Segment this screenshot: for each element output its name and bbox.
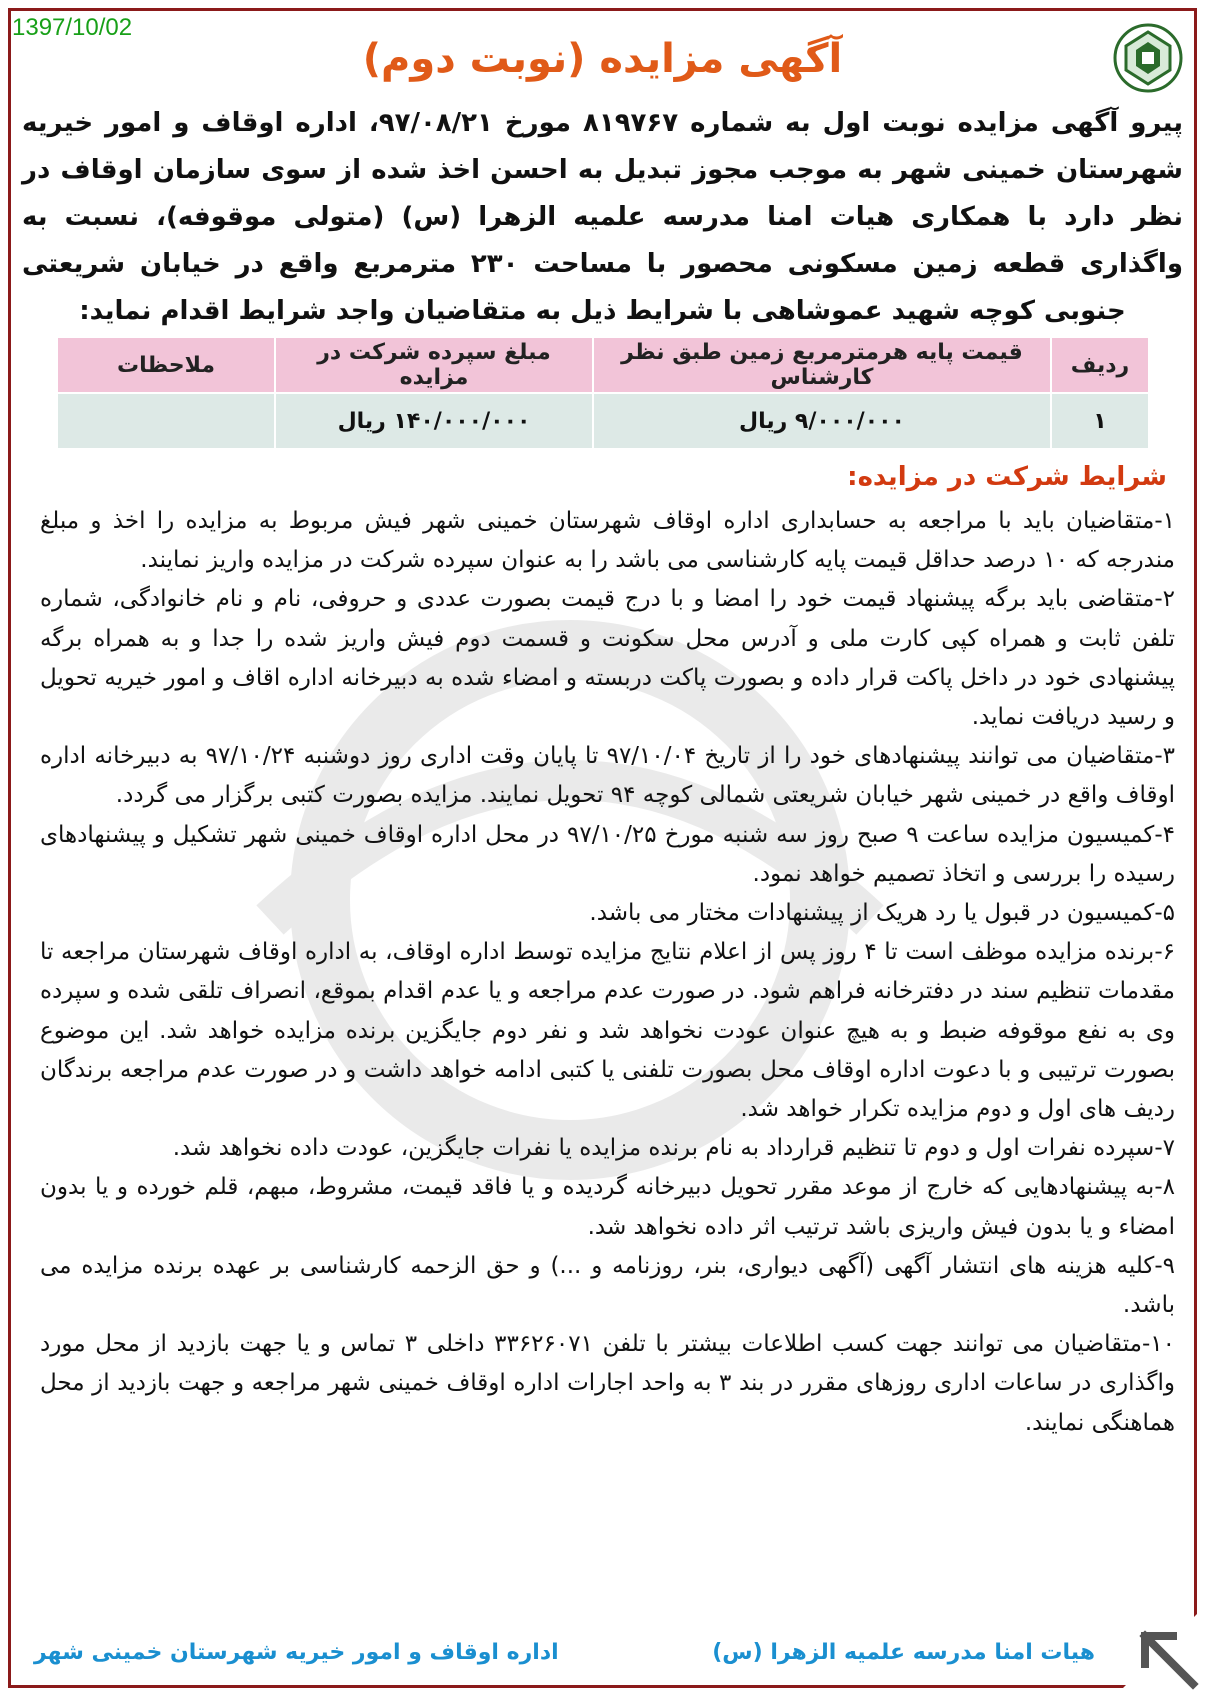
condition-item: ۵-کمیسیون در قبول یا رد هریک از پیشنهادات مختار می باشد. bbox=[589, 900, 1175, 927]
header-row-number: ردیف bbox=[1051, 337, 1149, 393]
corner-arrow-icon bbox=[1115, 1606, 1205, 1696]
table-header-row bbox=[57, 337, 1149, 393]
cell-row-number: ۱ bbox=[1051, 393, 1149, 449]
cell-notes bbox=[57, 393, 275, 449]
cell-base-price: ۹/۰۰۰/۰۰۰ ریال bbox=[593, 393, 1051, 449]
date-stamp: 1397/10/02 bbox=[12, 14, 133, 41]
auction-table bbox=[56, 336, 1150, 450]
condition-item: ۱۰-متقاضیان می توانند جهت کسب اطلاعات بیشتر با تلفن ۳۳۶۲۶۰۷۱ داخلی ۳ تماس و یا جهت بازدید از محل مورد واگذاری در ساعات اداری روزهای مقرر در بند ۳ به واحد اجارات اداره اوقاف خمینی شهر مراجعه و جهت بازدید از محل هماهنگی نمایند. bbox=[40, 1331, 1175, 1436]
header-base-price: قیمت پایه هرمترمربع زمین طبق نظر کارشناس bbox=[593, 337, 1051, 393]
footer-signature-awqaf: اداره اوقاف و امور خیریه شهرستان خمینی شهر bbox=[34, 1640, 559, 1665]
condition-item: ۳-متقاضیان می توانند پیشنهادهای خود را از تاریخ ۹۷/۱۰/۰۴ تا پایان وقت اداری روز دوشنبه ۹۷/۱۰/۲۴ به دبیرخانه اداره اوقاف واقع در خمینی شهر خیابان شریعتی شمالی کوچه ۹۴ تحویل نمایند. مزایده بصورت کتبی برگزار می گردد. bbox=[40, 743, 1175, 809]
condition-item: ۹-کلیه هزینه های انتشار آگهی (آگهی دیواری، بنر، روزنامه و ...) و حق الزحمه کارشناسی بر عهده برنده مزایده می باشد. bbox=[40, 1252, 1175, 1319]
header-deposit: مبلغ سپرده شرکت در مزایده bbox=[275, 337, 593, 393]
header-notes: ملاحظات bbox=[57, 337, 275, 393]
conditions-list bbox=[40, 502, 1175, 1443]
table-row bbox=[57, 393, 1149, 449]
conditions-heading: شرایط شرکت در مزایده: bbox=[847, 462, 1167, 492]
condition-item: ۲-متقاضی باید برگه پیشنهاد قیمت خود را امضا و با درج قیمت بصورت عددی و حروفی، نام و نام خانوادگی، شماره تلفن ثابت و همراه کپی کارت ملی و آدرس محل سکونت و قسمت دوم فیش واریز شده را جدا و به همراه برگه پیشنهادی خود در داخل پاکت قرار داده و بصورت پاکت دربسته و امضاء شده به دبیرخانه اداره اقاف و امور خیریه تحویل و رسید دریافت نماید. bbox=[40, 586, 1175, 731]
footer-signature-seminary: هیات امنا مدرسه علمیه الزهرا (س) bbox=[712, 1640, 1095, 1665]
condition-item: ۷-سپرده نفرات اول و دوم تا تنظیم قرارداد به نام برنده مزایده یا نفرات جایگزین، عودت داده نخواهد شد. bbox=[172, 1135, 1175, 1162]
cell-deposit: ۱۴۰/۰۰۰/۰۰۰ ریال bbox=[275, 393, 593, 449]
condition-item: ۶-برنده مزایده موظف است تا ۴ روز پس از اعلام نتایج مزایده توسط اداره اوقاف، به اداره اوقاف شهرستان مراجعه تا مقدمات تنظیم سند در دفترخانه فراهم شود. در صورت عدم مراجعه و یا عدم اقدام بموقع، انصراف تلقی شده و سپرده وی به نفع موقوفه ضبط و به هیچ عنوان عودت نخواهد شد و نفر دوم جایگزین برنده مزایده خواهد شد. این موضوع بصورت ترتیبی و با دعوت اداره اوقاف محل بصورت تلفنی یا کتبی ادامه خواهد داشت و در صورت عدم مراجعه برندگان ردیف های اول و دوم مزایده تکرار خواهد شد. bbox=[40, 939, 1175, 1123]
page-title: آگهی مزایده (نوبت دوم) bbox=[362, 36, 843, 82]
condition-item: ۱-متقاضیان باید با مراجعه به حسابداری اداره اوقاف شهرستان خمینی شهر فیش مربوط به مزایده را اخذ و مبلغ مندرجه که ۱۰ درصد حداقل قیمت پایه کارشناسی می باشد را به عنوان سپرده شرکت در مزایده واریز نمایند. bbox=[40, 508, 1175, 574]
condition-item: ۸-به پیشنهادهایی که خارج از موعد مقرر تحویل دبیرخانه گردیده و یا فاقد قیمت، مشروط، مبهم، قلم خورده و یا بدون امضاء و یا بدون فیش واریزی باشد ترتیب اثر داده نخواهد شد. bbox=[40, 1174, 1175, 1240]
intro-paragraph: پیرو آگهی مزایده نوبت اول به شماره ۸۱۹۷۶۷ مورخ ۹۷/۰۸/۲۱، اداره اوقاف و امور خیریه شهرستان خمینی شهر به موجب مجوز تبدیل به احسن اخذ شده از سوی سازمان اوقاف در نظر دارد با همکاری هیات امنا مدرسه علمیه الزهرا (س) (متولی موقوفه)، نسبت به واگذاری قطعه زمین مسکونی محصور با مساحت ۲۳۰ مترمربع واقع در خیابان شریعتی جنوبی کوچه شهید عموشاهی با شرایط ذیل به متقاضیان واجد شرایط اقدام نماید: bbox=[22, 108, 1183, 326]
condition-item: ۴-کمیسیون مزایده ساعت ۹ صبح روز سه شنبه مورخ ۹۷/۱۰/۲۵ در محل اداره اوقاف خمینی شهر تشکیل و پیشنهادهای رسیده را بررسی و اتخاذ تصمیم خواهد نمود. bbox=[40, 821, 1175, 887]
